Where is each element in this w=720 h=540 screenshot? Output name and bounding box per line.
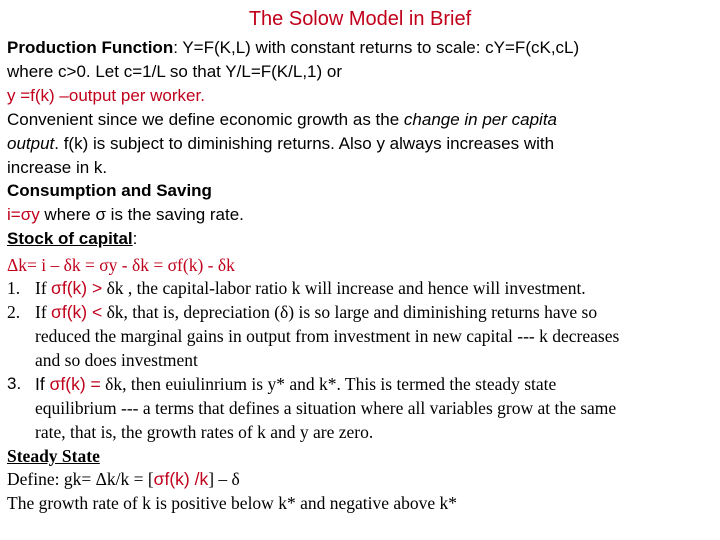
consumption-saving-heading: Consumption and Saving [7,181,212,200]
stock-of-capital-line [7,229,137,249]
condition-formula: σf(k) < [51,302,103,322]
text-span: If [35,374,50,394]
condition-formula: σf(k) = [49,374,101,394]
text-span: Convenient since we define economic growth as the [7,110,404,129]
list-item [35,278,586,299]
steady-state-heading: Steady State [7,446,100,466]
list-number: 2. [7,302,21,322]
text-line: and so does investment [35,350,198,370]
list-number: 3. [7,374,22,393]
text-span: where σ is the saving rate. [39,205,244,224]
production-function-heading: Production Function [7,38,174,57]
text-line: increase in k. [7,158,108,177]
stock-of-capital-heading: Stock of capital [7,229,133,248]
text-line [7,134,554,154]
text-span: If [35,302,52,322]
text-span: . f(k) is subject to diminishing returns. Also y always increases with [54,134,555,153]
text-line: where c>0. Let c=1/L so that Y/L=F(K/L,1) or [7,62,342,81]
condition-formula: σf(k) > [51,278,103,298]
production-function-text: : Y=F(K,L) with constant returns to scale: cY=F(cK,cL) [173,38,580,57]
text-line [7,110,557,130]
italic-text: change in per capita [403,110,558,129]
list-item [35,302,597,323]
capital-change-equation: Δk= i – δk = σy - δk = σf(k) - δk [7,255,235,275]
slide-title: The Solow Model in Brief [248,8,472,30]
text-span: δk, then euiulinrium is y* and k*. This is termed the steady state [100,374,557,394]
text-span: δk, that is, depreciation (δ) is so large and diminishing returns have so [102,302,598,322]
growth-formula: σf(k) /k [153,469,209,489]
text-line: rate, that is, the growth rates of k and y are zero. [35,422,374,442]
list-number: 1. [7,278,21,298]
production-function-line [7,38,579,58]
text-span: ] – δ [208,469,240,489]
output-per-worker-line: y =f(k) –output per worker. [7,86,205,105]
text-line: equilibrium --- a terms that defines a situation where all variables grow at the same [35,398,617,418]
text-line: reduced the marginal gains in output from investment in new capital --- k decreases [35,326,620,346]
saving-formula: i=σy [7,205,40,224]
text-span: : [132,229,138,248]
italic-text: output [7,134,55,153]
text-span: Define: gk= Δk/k = [ [7,469,154,489]
list-item [35,374,556,395]
growth-rate-definition [7,469,240,490]
text-span: δk , the capital-labor ratio k will increase and hence will investment. [102,278,586,298]
saving-line [7,205,244,225]
text-span: If [35,278,52,298]
text-line: The growth rate of k is positive below k* and negative above k* [7,493,458,513]
